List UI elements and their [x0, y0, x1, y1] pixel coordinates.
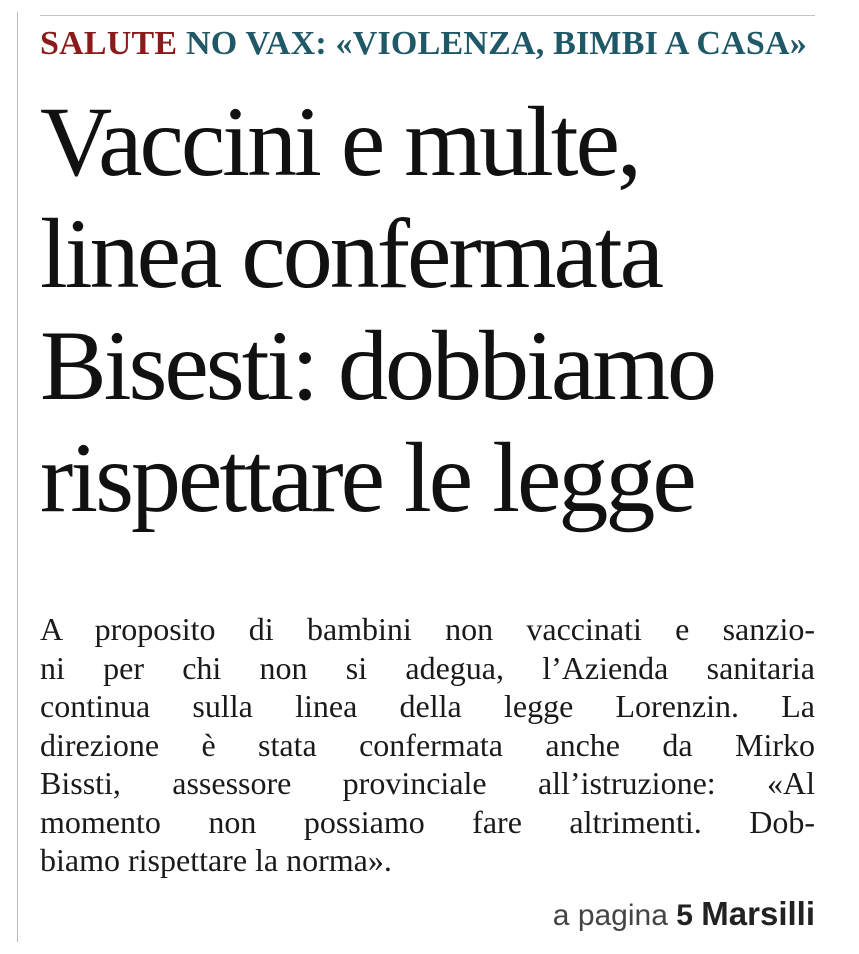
- body-line: ni per chi non si adegua, l’Azienda sanitaria: [40, 649, 815, 686]
- section-label: SALUTE: [40, 25, 178, 62]
- page-reference-prefix: a pagina: [552, 899, 668, 932]
- kicker-text: NO VAX: «VIOLENZA, BIMBI A CASA»: [185, 25, 807, 62]
- body-line: continua sulla linea della legge Lorenzin. La: [40, 688, 815, 724]
- body-line: A proposito di bambini non vaccinati e sanzio-: [40, 611, 815, 647]
- headline-line: Vaccini e multe,: [40, 86, 639, 197]
- headline-line: rispettare le legge: [40, 422, 694, 533]
- body-line: momento non possiamo fare altrimenti. Dob-: [40, 803, 815, 840]
- column-divider: [17, 12, 18, 942]
- article-summary: [40, 610, 815, 880]
- body-line: biamo rispettare la norma».: [40, 842, 392, 878]
- body-line: Bissti, assessore provinciale all’istruzione: «Al: [40, 765, 815, 801]
- top-divider: [40, 15, 815, 16]
- page-number: 5: [676, 899, 693, 932]
- page-reference: [553, 894, 815, 936]
- author-name: Marsilli: [701, 895, 815, 932]
- headline-line: linea confermata: [40, 198, 662, 309]
- headline-line: Bisesti: dobbiamo: [40, 310, 714, 421]
- headline: [40, 86, 714, 534]
- kicker: [40, 24, 807, 64]
- body-line: direzione è stata confermata anche da Mirko: [40, 726, 815, 763]
